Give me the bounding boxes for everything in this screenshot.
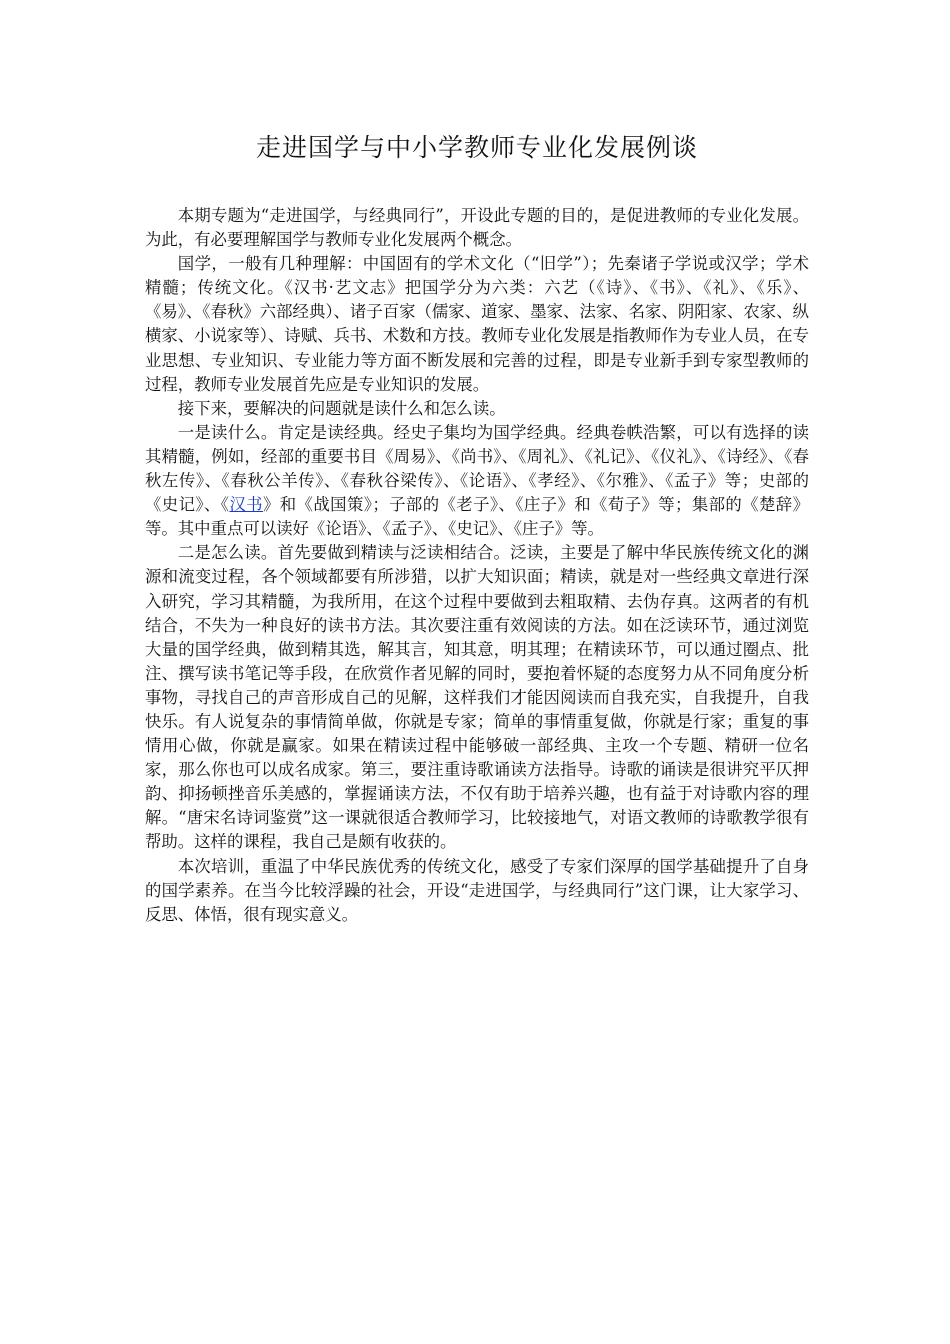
document-page (145, 128, 809, 927)
paragraph-questions: 接下来，要解决的问题就是读什么和怎么读。 (177, 398, 506, 418)
paragraph-what-to-read (145, 421, 809, 541)
paragraph-intro: 本期专题为“走进国学，与经典同行”，开设此专题的目的，是促进教师的专业化发展。为此，有必要理解国学与教师专业化发展两个概念。 (145, 206, 809, 250)
paragraph-concepts: 国学，一般有几种理解：中国固有的学术文化（“旧学”）；先秦诸子学说或汉学；学术精髓；传统文化。《汉书·艺文志》把国学分为六类：六艺（《诗》、《书》、《礼》、《乐》、《易》、《春秋》六部经典）、诸子百家（儒家、道家、墨家、法家、名家、阴阳家、农家、纵横家、小说家等）、诗赋、兵书、术数和方技。教师专业化发展是指教师作为专业人员，在专业思想、专业知识、专业能力等方面不断发展和完善的过程，即是专业新手到专家型教师的过程，教师专业发展首先应是专业知识的发展。 (145, 254, 809, 394)
what-to-read-text-after-link: 》和《战国策》；子部的《老子》、《庄子》和《荀子》等；集部的《楚辞》等。其中重点可以读好《论语》、《孟子》、《史记》、《庄子》等。 (145, 495, 809, 539)
hanshu-link[interactable]: 汉书 (229, 495, 263, 515)
what-to-read-text-before-link: 一是读什么。肯定是读经典。经史子集均为国学经典。经典卷帙浩繁，可以有选择的读其精髓，例如，经部的重要书目《周易》、《尚书》、《周礼》、《礼记》、《仪礼》、《诗经》、《春秋左传》、《春秋公羊传》、《春秋谷梁传》、《论语》、《孝经》、《尔雅》、《孟子》等；史部的《史记》、《 (145, 422, 809, 515)
paragraph-conclusion: 本次培训，重温了中华民族优秀的传统文化，感受了专家们深厚的国学基础提升了自身的国学素养。在当今比较浮躁的社会，开设“走进国学，与经典同行”这门课，让大家学习、反思、体悟，很有现实意义。 (145, 856, 809, 924)
document-title: 走进国学与中小学教师专业化发展例谈 (255, 133, 698, 162)
paragraph-how-to-read: 二是怎么读。首先要做到精读与泛读相结合。泛读，主要是了解中华民族传统文化的渊源和流变过程，各个领域都要有所涉猎，以扩大知识面；精读，就是对一些经典文章进行深入研究，学习其精髓，为我所用，在这个过程中要做到去粗取精、去伪存真。这两者的有机结合，不失为一种良好的读书方法。其次要注重有效阅读的方法。如在泛读环节，通过浏览大量的国学经典，做到精其选，解其言，知其意，明其理；在精读环节，可以通过圈点、批注、撰写读书笔记等手段，在欣赏作者见解的同时，要抱着怀疑的态度努力从不同角度分析事物，寻找自己的声音形成自己的见解，这样我们才能因阅读而自我充实，自我提升，自我快乐。有人说复杂的事情简单做，你就是专家；简单的事情重复做，你就是行家；重复的事情用心做，你就是赢家。如果在精读过程中能够破一部经典、主攻一个专题、精研一位名家，那么你也可以成名成家。第三，要注重诗歌诵读方法指导。诗歌的诵读是很讲究平仄押韵、抑扬顿挫音乐美感的，掌握诵读方法，不仅有助于培养兴趣，也有益于对诗歌内容的理解。“唐宋名诗词鉴赏”这一课就很适合教师学习，比较接地气，对语文教师的诗歌教学很有帮助。这样的课程，我自己是颇有收获的。 (145, 543, 809, 852)
